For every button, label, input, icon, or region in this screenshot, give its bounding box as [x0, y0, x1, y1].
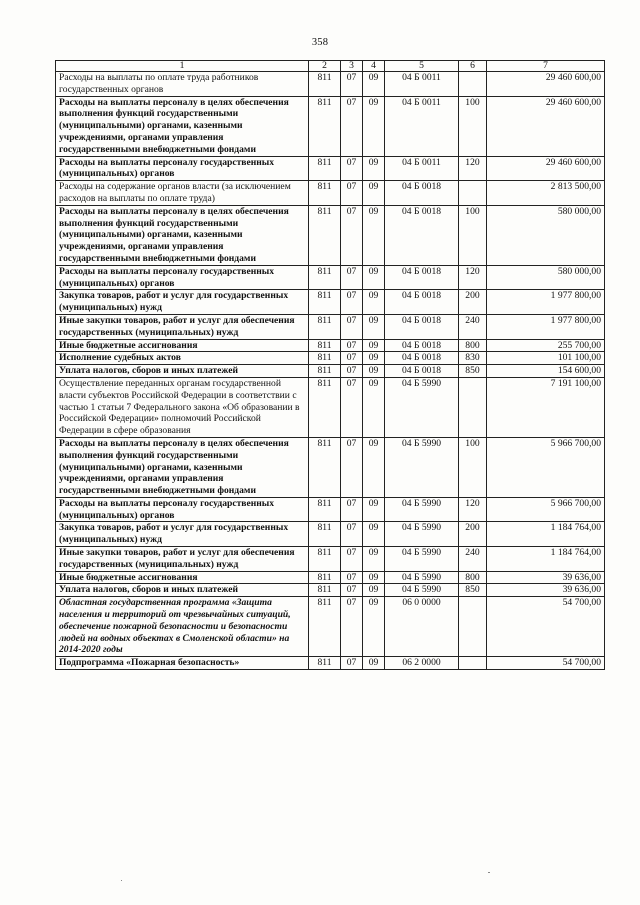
table-row [56, 314, 605, 339]
row-target-article: 04 Б 5990 [385, 547, 459, 572]
row-target-article: 04 Б 0011 [385, 72, 459, 97]
row-name: Исполнение судебных актов [56, 352, 309, 365]
row-name: Уплата налогов, сборов и иных платежей [56, 365, 309, 378]
row-code: 811 [309, 547, 341, 572]
row-expense-type: 100 [459, 437, 487, 497]
table-row [56, 352, 605, 365]
row-name: Расходы на выплаты персоналу государственных (муниципальных) органов [56, 497, 309, 522]
row-code: 811 [309, 181, 341, 206]
row-code: 811 [309, 156, 341, 181]
row-name: Расходы на выплаты персоналу в целях обеспечения выполнения функций государственными (муниципальными) органами, казенными учреждениями, органами управления государственными внебюджетными фондами [56, 96, 309, 156]
row-section: 07 [341, 339, 363, 352]
row-code: 811 [309, 522, 341, 547]
row-code: 811 [309, 314, 341, 339]
row-code: 811 [309, 290, 341, 315]
column-header: 7 [487, 61, 605, 72]
row-target-article: 04 Б 5990 [385, 584, 459, 597]
row-target-article: 04 Б 0018 [385, 181, 459, 206]
row-target-article: 04 Б 5990 [385, 522, 459, 547]
row-subsection: 09 [363, 584, 385, 597]
row-code: 811 [309, 365, 341, 378]
row-amount: 1 977 800,00 [487, 314, 605, 339]
table-row [56, 497, 605, 522]
row-code: 811 [309, 657, 341, 670]
row-name: Закупка товаров, работ и услуг для государственных (муниципальных) нужд [56, 522, 309, 547]
column-header: 4 [363, 61, 385, 72]
row-target-article: 04 Б 0018 [385, 352, 459, 365]
row-amount: 1 977 800,00 [487, 290, 605, 315]
row-target-article: 04 Б 0018 [385, 290, 459, 315]
row-expense-type [459, 597, 487, 657]
row-code: 811 [309, 597, 341, 657]
row-name: Расходы на выплаты персоналу государственных (муниципальных) органов [56, 156, 309, 181]
row-expense-type: 240 [459, 547, 487, 572]
row-code: 811 [309, 72, 341, 97]
row-code: 811 [309, 265, 341, 290]
row-code: 811 [309, 96, 341, 156]
row-name: Уплата налогов, сборов и иных платежей [56, 584, 309, 597]
table-row [56, 72, 605, 97]
row-amount: 1 184 764,00 [487, 522, 605, 547]
table-row [56, 437, 605, 497]
row-expense-type: 100 [459, 96, 487, 156]
row-subsection: 09 [363, 377, 385, 437]
row-target-article: 04 Б 5990 [385, 571, 459, 584]
row-name: Осуществление переданных органам государственной власти субъектов Российской Федерации в соответствии с частью 1 статьи 7 Федерального закона «Об образовании в Российской Федерации» полномочий Российской Федерации в сфере образования [56, 377, 309, 437]
row-subsection: 09 [363, 205, 385, 265]
row-subsection: 09 [363, 96, 385, 156]
row-subsection: 09 [363, 657, 385, 670]
row-section: 07 [341, 365, 363, 378]
row-section: 07 [341, 522, 363, 547]
row-code: 811 [309, 339, 341, 352]
row-amount: 255 700,00 [487, 339, 605, 352]
row-target-article: 04 Б 0018 [385, 339, 459, 352]
row-expense-type [459, 377, 487, 437]
row-code: 811 [309, 377, 341, 437]
row-amount: 29 460 600,00 [487, 156, 605, 181]
row-expense-type [459, 72, 487, 97]
row-name: Иные бюджетные ассигнования [56, 571, 309, 584]
row-name: Иные закупки товаров, работ и услуг для обеспечения государственных (муниципальных) нужд [56, 314, 309, 339]
header-row [56, 61, 605, 72]
row-amount: 54 700,00 [487, 657, 605, 670]
row-expense-type: 100 [459, 205, 487, 265]
scan-speck [121, 880, 122, 881]
row-name: Подпрограмма «Пожарная безопасность» [56, 657, 309, 670]
row-subsection: 09 [363, 437, 385, 497]
row-amount: 39 636,00 [487, 584, 605, 597]
row-section: 07 [341, 352, 363, 365]
column-header: 5 [385, 61, 459, 72]
row-target-article: 06 0 0000 [385, 597, 459, 657]
scan-speck [488, 872, 490, 873]
table-row [56, 571, 605, 584]
table-row [56, 657, 605, 670]
column-header: 2 [309, 61, 341, 72]
table-row [56, 377, 605, 437]
row-section: 07 [341, 265, 363, 290]
row-amount: 29 460 600,00 [487, 96, 605, 156]
table-row [56, 290, 605, 315]
row-subsection: 09 [363, 497, 385, 522]
row-expense-type: 120 [459, 497, 487, 522]
row-subsection: 09 [363, 365, 385, 378]
row-subsection: 09 [363, 314, 385, 339]
table-row [56, 96, 605, 156]
table-row [56, 547, 605, 572]
row-subsection: 09 [363, 522, 385, 547]
row-section: 07 [341, 657, 363, 670]
row-section: 07 [341, 290, 363, 315]
row-code: 811 [309, 205, 341, 265]
row-expense-type: 120 [459, 265, 487, 290]
row-amount: 580 000,00 [487, 265, 605, 290]
row-target-article: 04 Б 0018 [385, 314, 459, 339]
row-code: 811 [309, 497, 341, 522]
table-row [56, 597, 605, 657]
row-section: 07 [341, 497, 363, 522]
row-target-article: 04 Б 0018 [385, 205, 459, 265]
row-section: 07 [341, 437, 363, 497]
row-code: 811 [309, 571, 341, 584]
row-name: Расходы на выплаты персоналу в целях обеспечения выполнения функций государственными (муниципальными) органами, казенными учреждениями, органами управления государственными внебюджетными фондами [56, 437, 309, 497]
row-section: 07 [341, 96, 363, 156]
row-expense-type: 830 [459, 352, 487, 365]
row-amount: 29 460 600,00 [487, 72, 605, 97]
row-target-article: 04 Б 5990 [385, 497, 459, 522]
row-target-article: 04 Б 5990 [385, 377, 459, 437]
row-amount: 5 966 700,00 [487, 437, 605, 497]
row-code: 811 [309, 352, 341, 365]
row-expense-type: 240 [459, 314, 487, 339]
page-number: 358 [311, 37, 329, 48]
row-subsection: 09 [363, 156, 385, 181]
table-row [56, 265, 605, 290]
row-amount: 580 000,00 [487, 205, 605, 265]
row-expense-type [459, 181, 487, 206]
row-section: 07 [341, 156, 363, 181]
row-name: Расходы на выплаты по оплате труда работников государственных органов [56, 72, 309, 97]
table-row [56, 339, 605, 352]
row-subsection: 09 [363, 352, 385, 365]
row-section: 07 [341, 314, 363, 339]
row-name: Расходы на выплаты персоналу в целях обеспечения выполнения функций государственными (муниципальными) органами, казенными учреждениями, органами управления государственными внебюджетными фондами [56, 205, 309, 265]
row-section: 07 [341, 205, 363, 265]
row-subsection: 09 [363, 571, 385, 584]
row-subsection: 09 [363, 72, 385, 97]
table-row [56, 156, 605, 181]
row-subsection: 09 [363, 181, 385, 206]
row-section: 07 [341, 72, 363, 97]
row-name: Областная государственная программа «Защита населения и территорий от чрезвычайных ситуаций, обеспечение пожарной безопасности и безопасности людей на водных объектах в Смоленской области» на 2014-2020 годы [56, 597, 309, 657]
row-code: 811 [309, 437, 341, 497]
row-expense-type: 800 [459, 339, 487, 352]
row-amount: 2 813 500,00 [487, 181, 605, 206]
row-section: 07 [341, 181, 363, 206]
row-amount: 39 636,00 [487, 571, 605, 584]
row-expense-type: 200 [459, 522, 487, 547]
row-subsection: 09 [363, 597, 385, 657]
row-target-article: 06 2 0000 [385, 657, 459, 670]
row-target-article: 04 Б 0018 [385, 365, 459, 378]
row-section: 07 [341, 377, 363, 437]
row-section: 07 [341, 597, 363, 657]
row-amount: 54 700,00 [487, 597, 605, 657]
row-name: Иные бюджетные ассигнования [56, 339, 309, 352]
row-expense-type: 850 [459, 365, 487, 378]
row-code: 811 [309, 584, 341, 597]
row-amount: 5 966 700,00 [487, 497, 605, 522]
table-row [56, 205, 605, 265]
row-target-article: 04 Б 5990 [385, 437, 459, 497]
row-subsection: 09 [363, 339, 385, 352]
table-row [56, 365, 605, 378]
row-expense-type: 200 [459, 290, 487, 315]
row-expense-type: 800 [459, 571, 487, 584]
row-amount: 154 600,00 [487, 365, 605, 378]
row-amount: 101 100,00 [487, 352, 605, 365]
row-section: 07 [341, 584, 363, 597]
row-name: Расходы на выплаты персоналу государственных (муниципальных) органов [56, 265, 309, 290]
budget-table [55, 60, 605, 670]
column-header: 3 [341, 61, 363, 72]
table-row [56, 584, 605, 597]
row-expense-type [459, 657, 487, 670]
row-subsection: 09 [363, 290, 385, 315]
row-target-article: 04 Б 0011 [385, 156, 459, 181]
table-row [56, 181, 605, 206]
column-header: 1 [56, 61, 309, 72]
row-target-article: 04 Б 0018 [385, 265, 459, 290]
row-name: Иные закупки товаров, работ и услуг для обеспечения государственных (муниципальных) нужд [56, 547, 309, 572]
row-amount: 7 191 100,00 [487, 377, 605, 437]
table-row [56, 522, 605, 547]
column-header: 6 [459, 61, 487, 72]
row-expense-type: 850 [459, 584, 487, 597]
row-subsection: 09 [363, 547, 385, 572]
row-section: 07 [341, 547, 363, 572]
row-amount: 1 184 764,00 [487, 547, 605, 572]
row-name: Расходы на содержание органов власти (за исключением расходов на выплаты по оплате труда) [56, 181, 309, 206]
row-subsection: 09 [363, 265, 385, 290]
row-expense-type: 120 [459, 156, 487, 181]
row-target-article: 04 Б 0011 [385, 96, 459, 156]
row-section: 07 [341, 571, 363, 584]
row-name: Закупка товаров, работ и услуг для государственных (муниципальных) нужд [56, 290, 309, 315]
